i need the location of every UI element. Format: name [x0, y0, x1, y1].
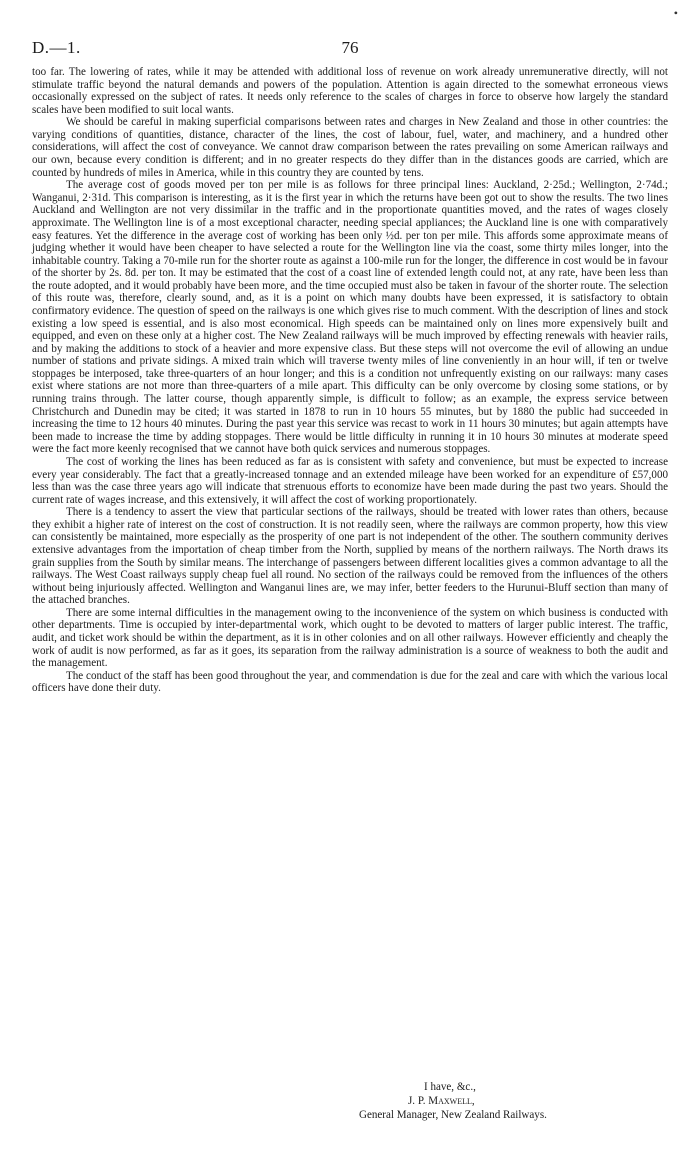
paragraph-continuation: too far. The lowering of rates, while it may be attended with additional loss of revenue on work already unremunerative directly, will not stimulate traffic beyond the natural demands and powers of the population. Attention is again directed to the somewhat erroneous views occasionally expressed on the subject of rates. It needs only reference to the scales of charges in force to observe how largely the standard scales have been modified to suit local wants. [32, 66, 668, 116]
paragraph-cost-of-working: The cost of working the lines has been reduced as far as is consistent with safety and convenience, but must be expected to increase every year considerably. The fact that a greatly-increased tonnage and an extended mileage have been worked for an expenditure of £57,000 less than was the case three years ago will indicate that strenuous efforts to economize have been made during the past two years. Should the current rate of wages increase, and this extensively, it will affect the cost of working proportionately. [32, 455, 668, 506]
signature-closing: I have, &c., [424, 1081, 476, 1093]
signature-title: General Manager, New Zealand Railways. [359, 1109, 547, 1121]
document-reference: D.—1. [32, 38, 81, 57]
paragraph-comparisons: We should be careful in making superficial comparisons between rates and charges in New Zealand and those in other countries: the varying conditions of quantities, distance, character of the lines, the cost of labour, fuel, water, and machinery, and a hundred other considerations, will affect the cost of conveyance. We cannot draw comparison between the rates prevailing on some American railways and our own, because every condition is different; and in no greater respects do they differ than in the distances goods are carried, which are counted by hundreds of miles in America, while in this country they are counted by tens. [32, 116, 668, 179]
signature-name: J. P. Maxwell, [408, 1095, 475, 1107]
page-number: 76 [341, 38, 359, 57]
report-body [32, 66, 668, 695]
paragraph-internal-difficulties: There are some internal difficulties in the management owing to the inconvenience of the system on which business is conducted with other departments. Time is occupied by inter-departmental work, which ought to be devoted to matters of larger public interest. The traffic, audit, and ticket work should be within the department, as it is in other colonies and on all other railways. However efficiently and cheaply the work of audit is now performed, as far as it goes, its separation from the railway administration is a source of weakness to both the audit and the management. [32, 606, 668, 670]
corner-dot-mark: • [673, 6, 678, 20]
paragraph-sections-rates: There is a tendency to assert the view that particular sections of the railways, should be treated with lower rates than others, because they exhibit a higher rate of interest on the cost of construction. It is not readily seen, where the railways are common property, how this view can consistently be maintained, more especially as the prosperity of one part is not independent of the other. The southern community derives extensive advantages from the importation of cheap timber from the North, supplied by means of the northern railways. The North draws its grain supplies from the South by similar means. The interchange of passengers between different localities gives a common advantage to all the railways. The West Coast railways supply cheap fuel all round. No section of the railways could be removed from the influences of the others without being injuriously affected. Wellington and Wanganui lines are, we may infer, better feeders to the Hurunui-Bluff section than many of the attached branches. [32, 506, 668, 607]
paragraph-staff-conduct: The conduct of the staff has been good throughout the year, and commendation is due for the zeal and care with which the various local officers have done their duty. [32, 669, 668, 695]
page-header [32, 38, 668, 58]
paragraph-average-cost: The average cost of goods moved per ton per mile is as follows for three principal lines: Auckland, 2·25d.; Wellington, 2·74d.; Wanganui, 2·31d. This comparison is interesting, as it is the first year in which the returns have been got out to show the results. The two lines Auckland and Wellington are not very dissimilar in the traffic and in the proportionate quantities moved, and the rates of wages closely approximate. The Wellington line is of a most exceptional character, needing special appliances; the Auckland line is one with comparatively easy features. Yet the difference in the average cost of working has been only ½d. per ton per mile. This affords some approximate means of judging whether it would have been cheaper to have selected a route for the Wellington line via the coast, some thirty miles longer, into the inhabitable country. Taking a 70-mile run for the shorter route as against a 100-mile run for the longer, the difference in cost would be in favour of the shorter by 2s. 8d. per ton. It may be estimated that the cost of a coast line of extended length could not, at any rate, have been less than the route adopted, and it would probably have been more, and the time occupied must also be taken in favour of the shorter route. The selection of this route was, therefore, clearly sound, and, as it is a point on which many doubts have been expressed, it is satisfactory to obtain confirmatory evidence. The question of speed on the railways is one which gives rise to much comment. With the description of lines and stock existing a low speed is essential, and is also most economical. High speeds can be maintained only on lines more expensively built and equipped, and even on these only at a higher cost. The New Zealand railways will be much improved by effecting renewals with heavier rails, and by making the additions to stock of a heavier and more expensive class. But these steps will not overcome the evil of allowing an undue number of stations and private sidings. A mixed train which will traverse twenty miles of line conveniently in an hour will, if ten or twelve stoppages be interposed, take three-quarters of an hour longer; and this is a condition not unfrequently existing on our railways: many cases exist where stations are not more than three-quarters of a mile apart. This difficulty can be only overcome by closing some stations, or by running trains through. The latter course, though apparently simple, is difficult to follow; as an example, the express service between Christchurch and Dunedin may be cited; it was started in 1878 to run in 10 hours 55 minutes, but by 1880 the public had succeeded in increasing the time to 12 hours 40 minutes. During the past year this service was recast to work in 11 hours 30 minutes; but again attempts have been made to increase the time by adding stoppages. There would be little difficulty in running it in 10 hours 30 minutes at moderate speed were the fact more keenly recognised that we cannot have both quick services and numerous stoppages. [32, 179, 668, 456]
